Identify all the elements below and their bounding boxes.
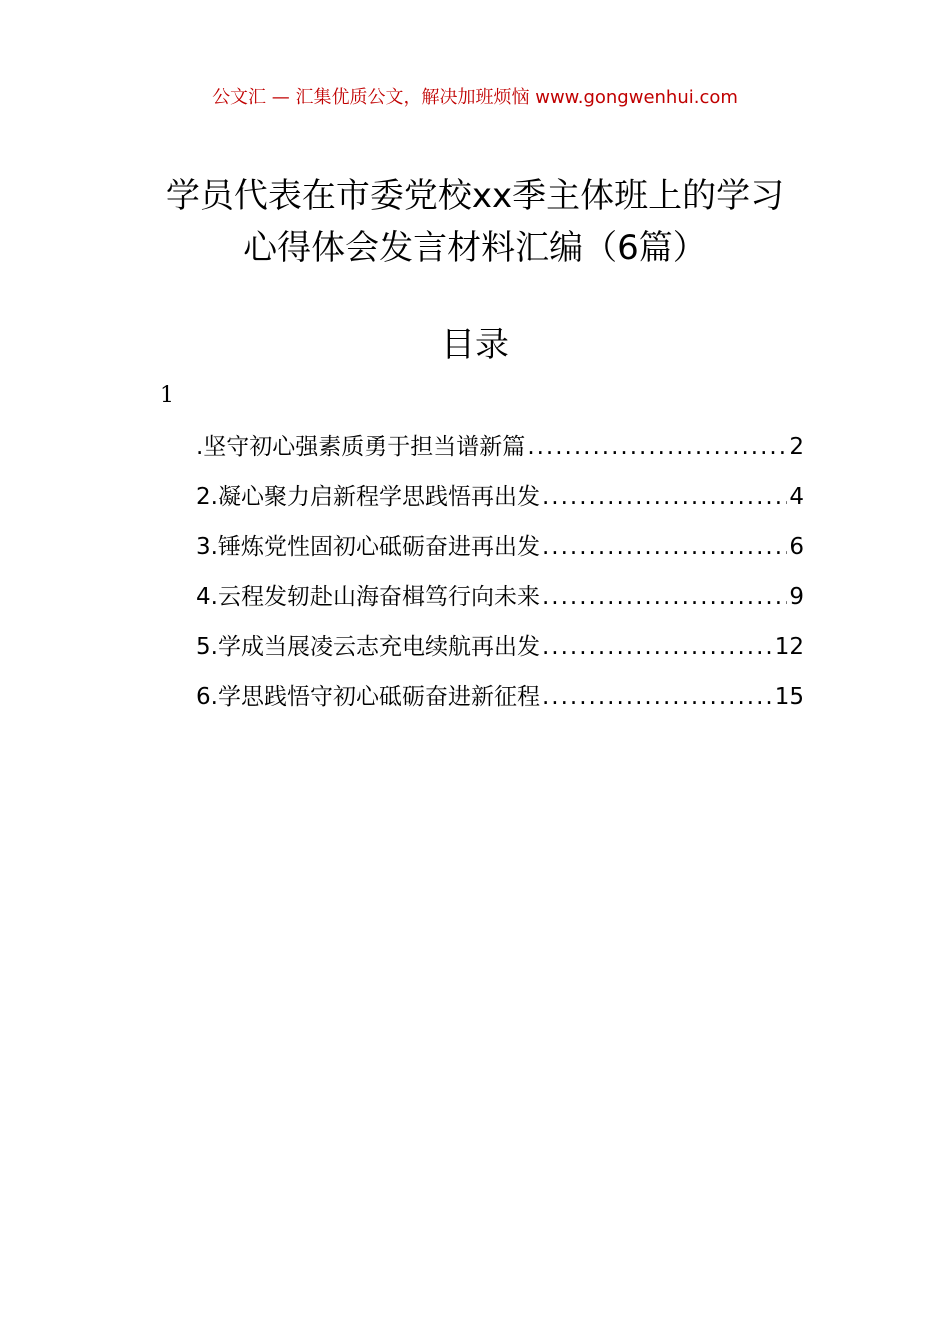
toc-entry-2[interactable] — [196, 472, 804, 522]
toc-page-number: 15 — [774, 684, 804, 710]
toc-entry-title: 2.凝心聚力启新程学思践悟再出发 — [196, 484, 540, 510]
toc-page-number: 12 — [774, 634, 804, 660]
toc-dot-leader — [542, 522, 787, 572]
toc-entry-title: 6.学思践悟守初心砥砺奋进新征程 — [196, 684, 540, 710]
toc-entry-5[interactable] — [196, 622, 804, 672]
toc-dot-leader — [542, 472, 787, 522]
toc-entry-title: 3.锤炼党性固初心砥砺奋进再出发 — [196, 534, 540, 560]
toc-page-number: 4 — [789, 484, 804, 510]
list-number-marker: 1 — [160, 383, 174, 408]
site-banner: 公文汇 — 汇集优质公文，解决加班烦恼 www.gongwenhui.com — [212, 87, 738, 108]
toc-dot-leader — [542, 622, 773, 672]
toc-entry-title: .坚守初心强素质勇于担当谱新篇 — [196, 434, 526, 460]
title-line-1: 学员代表在市委党校xx季主体班上的学习 — [165, 176, 785, 216]
toc-entry-6[interactable] — [196, 672, 804, 722]
toc-entry-3[interactable] — [196, 522, 804, 572]
toc-entry-title: 4.云程发轫赴山海奋楫笃行向未来 — [196, 584, 540, 610]
document-title — [100, 170, 850, 274]
toc-entry-title: 5.学成当展凌云志充电续航再出发 — [196, 634, 540, 660]
toc-dot-leader — [542, 572, 787, 622]
toc-dot-leader — [527, 422, 787, 472]
toc-dot-leader — [542, 672, 773, 722]
table-of-contents — [196, 422, 804, 722]
title-line-2: 心得体会发言材料汇编（6篇） — [243, 228, 707, 268]
toc-page-number: 9 — [789, 584, 804, 610]
toc-heading: 目录 — [441, 325, 509, 365]
toc-entry-1[interactable] — [196, 422, 804, 472]
toc-entry-4[interactable] — [196, 572, 804, 622]
toc-page-number: 2 — [789, 434, 804, 460]
toc-page-number: 6 — [789, 534, 804, 560]
